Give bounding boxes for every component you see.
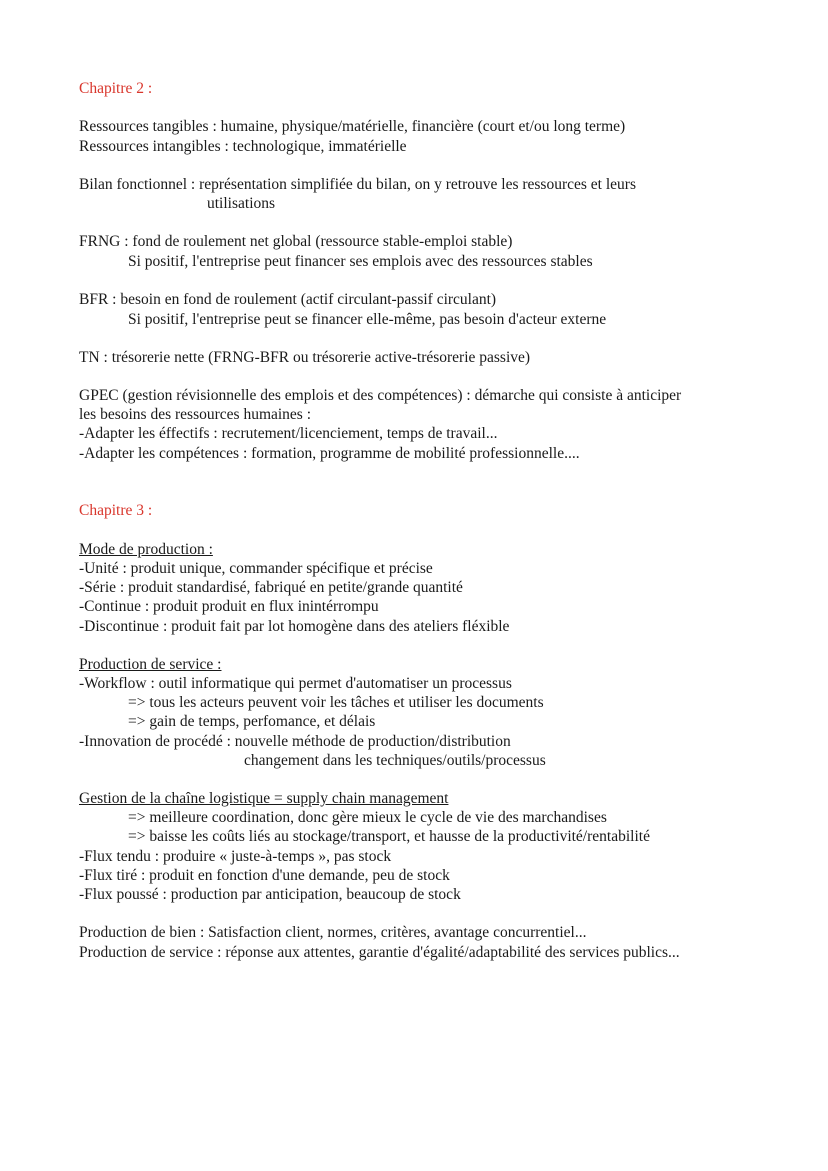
text-line: Si positif, l'entreprise peut financer ses emplois avec des ressources stables — [128, 253, 593, 270]
text-line: -Adapter les éffectifs : recrutement/licenciement, temps de travail... — [79, 425, 498, 442]
text-line: changement dans les techniques/outils/processus — [244, 752, 546, 769]
text-line: GPEC (gestion révisionnelle des emplois et des compétences) : démarche qui consiste à anticiper — [79, 387, 682, 404]
text-line: -Série : produit standardisé, fabriqué en petite/grande quantité — [79, 579, 463, 596]
text-line: -Continue : produit produit en flux inintérrompu — [79, 598, 379, 615]
text-line: -Flux tendu : produire « juste-à-temps », pas stock — [79, 848, 392, 865]
text-line: FRNG : fond de roulement net global (ressource stable-emploi stable) — [79, 233, 513, 250]
text-line: -Unité : produit unique, commander spécifique et précise — [79, 560, 433, 577]
text-line: TN : trésorerie nette (FRNG-BFR ou trésorerie active-trésorerie passive) — [79, 349, 531, 366]
text-line: -Flux poussé : production par anticipation, beaucoup de stock — [79, 886, 461, 903]
chapter-2-heading: Chapitre 2 : — [79, 80, 153, 97]
text-line: => gain de temps, perfomance, et délais — [128, 713, 376, 730]
text-line: utilisations — [207, 195, 276, 212]
text-line: Si positif, l'entreprise peut se financer elle-même, pas besoin d'acteur externe — [128, 311, 607, 328]
section-title: Production de service : — [79, 656, 222, 673]
chapter-3-heading: Chapitre 3 : — [79, 502, 153, 519]
text-line: -Adapter les compétences : formation, programme de mobilité professionnelle.... — [79, 445, 580, 462]
text-line: -Discontinue : produit fait par lot homogène dans des ateliers fléxible — [79, 618, 510, 635]
text-line: BFR : besoin en fond de roulement (actif circulant-passif circulant) — [79, 291, 497, 308]
text-line: => baisse les coûts liés au stockage/transport, et hausse de la productivité/rentabilité — [128, 828, 650, 845]
text-line: -Workflow : outil informatique qui permet d'automatiser un processus — [79, 675, 512, 692]
text-line: Production de bien : Satisfaction client, normes, critères, avantage concurrentiel... — [79, 924, 587, 941]
text-line: => tous les acteurs peuvent voir les tâches et utiliser les documents — [128, 694, 544, 711]
text-line: -Flux tiré : produit en fonction d'une demande, peu de stock — [79, 867, 450, 884]
section-title: Mode de production : — [79, 541, 213, 558]
text-line: Ressources intangibles : technologique, immatérielle — [79, 138, 407, 155]
text-line: Production de service : réponse aux attentes, garantie d'égalité/adaptabilité des services publics... — [79, 944, 680, 961]
text-line: les besoins des ressources humaines : — [79, 406, 312, 423]
text-line: Bilan fonctionnel : représentation simplifiée du bilan, on y retrouve les ressources et leurs — [79, 176, 636, 193]
section-title: Gestion de la chaîne logistique = supply chain management — [79, 790, 449, 807]
text-line: => meilleure coordination, donc gère mieux le cycle de vie des marchandises — [128, 809, 607, 826]
text-line: Ressources tangibles : humaine, physique/matérielle, financière (court et/ou long terme) — [79, 118, 626, 135]
text-line: -Innovation de procédé : nouvelle méthode de production/distribution — [79, 733, 511, 750]
